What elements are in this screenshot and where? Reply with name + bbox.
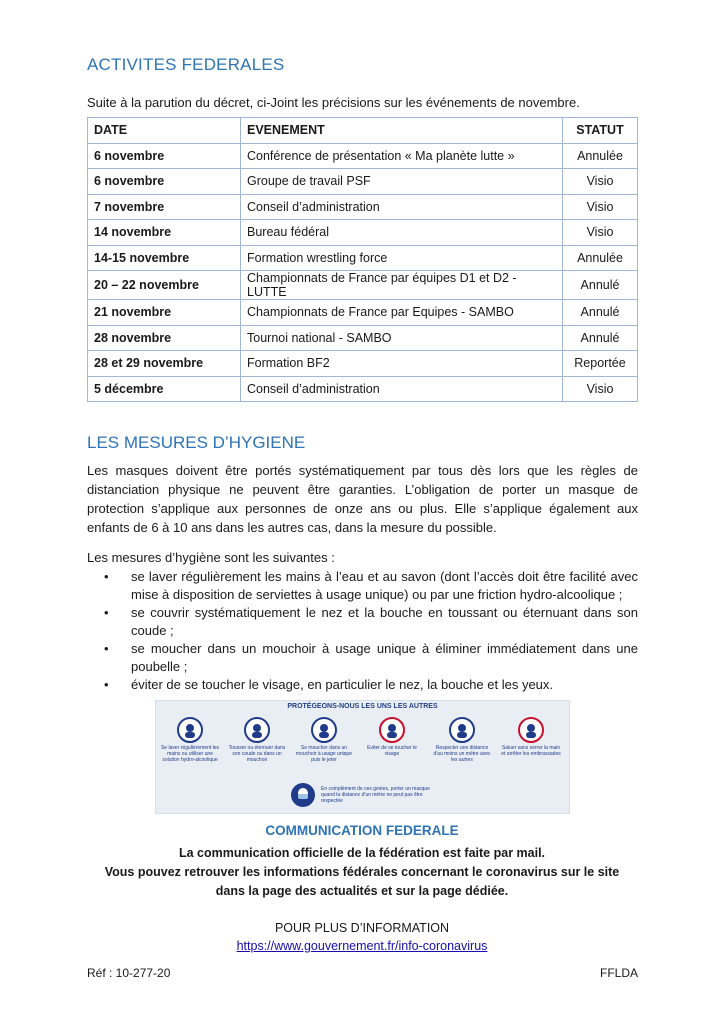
table-row (88, 143, 638, 169)
distance-icon (449, 717, 475, 743)
list-item (87, 568, 638, 604)
table-row (88, 271, 638, 300)
row-event: Conseil d’administration (241, 194, 563, 220)
poster-pictogram (227, 717, 287, 763)
row-status: Reportée (563, 351, 638, 377)
row-status: Visio (563, 376, 638, 402)
row-date: 6 novembre (88, 143, 241, 169)
mask-notice-text: En complément de ces gestes, porter un masque quand la distance d'un mètre ne peut pas être respectée (321, 786, 430, 804)
row-date: 28 et 29 novembre (88, 351, 241, 377)
row-event: Championnats de France par Equipes - SAMBO (241, 300, 563, 326)
more-info-label: POUR PLUS D’INFORMATION (274, 921, 450, 935)
communication-line-2: Vous pouvez retrouver les informations fédérales concernant le coronavirus sur le site (104, 865, 620, 879)
row-date: 6 novembre (88, 169, 241, 195)
list-item (87, 676, 638, 694)
row-event: Bureau fédéral (241, 220, 563, 246)
pictogram-caption: Eviter de se toucher le visage (367, 745, 417, 757)
pictogram-caption: Saluer sans serrer la main et arrêter les embrassades (501, 745, 561, 757)
table-row (88, 194, 638, 220)
gestures-poster (155, 700, 570, 814)
table-row (88, 300, 638, 326)
table-row (88, 220, 638, 246)
footer-organization: FFLDA (599, 966, 638, 980)
table-row (88, 169, 638, 195)
mask-notice (291, 783, 441, 809)
poster-pictogram (432, 717, 492, 763)
pictogram-caption: Respecter une distance d'au moins un mètre avec les autres (433, 745, 491, 763)
table-row (88, 325, 638, 351)
row-date: 28 novembre (88, 325, 241, 351)
header-status: STATUT (563, 118, 638, 144)
hand-wash-icon (177, 717, 203, 743)
cough-elbow-icon (244, 717, 270, 743)
intro-text: Suite à la parution du décret, ci-Joint les précisions sur les événements de novembre. (87, 95, 580, 110)
row-date: 7 novembre (88, 194, 241, 220)
row-status: Visio (563, 169, 638, 195)
communication-line-3: dans la page des actualités et sur la page dédiée. (215, 884, 509, 898)
table-header-row (88, 118, 638, 144)
row-date: 14 novembre (88, 220, 241, 246)
table-row (88, 245, 638, 271)
bullet-icon: • (104, 641, 109, 656)
row-status: Visio (563, 220, 638, 246)
row-status: Annulé (563, 271, 638, 300)
table-row (88, 351, 638, 377)
bullet-icon: • (104, 605, 109, 620)
poster-pictogram (294, 717, 354, 763)
bullet-icon: • (104, 677, 109, 692)
communication-line-1: La communication officielle de la fédération est faite par mail. (178, 846, 546, 860)
row-event: Groupe de travail PSF (241, 169, 563, 195)
poster-pictogram (501, 717, 561, 757)
list-item (87, 640, 638, 676)
info-link[interactable]: https://www.gouvernement.fr/info-coronavirus (236, 939, 488, 953)
row-event: Formation BF2 (241, 351, 563, 377)
row-status: Visio (563, 194, 638, 220)
pictogram-caption: Se laver régulièrement les mains ou utiliser une solution hydro-alcoolique (160, 745, 220, 763)
row-status: Annulée (563, 143, 638, 169)
header-date: DATE (88, 118, 241, 144)
row-status: Annulé (563, 325, 638, 351)
bullet-icon: • (104, 569, 109, 584)
header-event: EVENEMENT (241, 118, 563, 144)
list-item-text: se moucher dans un mouchoir à usage unique à éliminer immédiatement dans une poubelle ; (131, 641, 638, 674)
row-event: Formation wrestling force (241, 245, 563, 271)
row-event: Conseil d’administration (241, 376, 563, 402)
events-table (87, 117, 638, 402)
no-handshake-icon (518, 717, 544, 743)
table-row (88, 376, 638, 402)
pictogram-caption: Tousser ou éternuer dans son coude ou dans un mouchoir (228, 745, 286, 763)
list-item-text: se couvrir systématiquement le nez et la bouche en toussant ou éternuant dans son coude ; (131, 605, 638, 638)
poster-title: PROTÉGEONS-NOUS LES UNS LES AUTRES (287, 703, 438, 710)
tissue-icon (311, 717, 337, 743)
list-item-text: éviter de se toucher le visage, en particulier le nez, la bouche et les yeux. (131, 677, 554, 692)
list-item (87, 604, 638, 640)
section-title-hygiene: LES MESURES D’HYGIENE (87, 433, 306, 452)
row-date: 5 décembre (88, 376, 241, 402)
footer-reference: Réf : 10-277-20 (87, 966, 171, 980)
poster-pictograms (156, 717, 569, 769)
section-title-activites: ACTIVITES FEDERALES (87, 55, 285, 74)
row-date: 21 novembre (88, 300, 241, 326)
hygiene-paragraph: Les masques doivent être portés systématiquement par tous dès lors que les règles de distanciation physique ne peuvent être garanties. L’obligation de porter un masque de protection s’applique aux personnes de onze ans ou plus. Elle s’applique également aux enfants de 6 à 10 ans dans les autres cas, dans la mesure du possible. (87, 463, 638, 535)
communication-title: COMMUNICATION FEDERALE (265, 823, 459, 838)
pictogram-caption: Se moucher dans un mouchoir à usage unique puis le jeter (295, 745, 353, 763)
row-status: Annulé (563, 300, 638, 326)
face-mask-icon (291, 783, 315, 807)
row-event: Championnats de France par équipes D1 et D2 - LUTTE (241, 271, 563, 300)
row-date: 20 – 22 novembre (88, 271, 241, 300)
row-date: 14-15 novembre (88, 245, 241, 271)
hygiene-lead: Les mesures d’hygiène sont les suivantes : (87, 550, 335, 565)
row-event: Conférence de présentation « Ma planète lutte » (241, 143, 563, 169)
poster-pictogram (362, 717, 422, 757)
hygiene-list (87, 568, 638, 694)
row-event: Tournoi national - SAMBO (241, 325, 563, 351)
row-status: Annulée (563, 245, 638, 271)
no-face-touch-icon (379, 717, 405, 743)
list-item-text: se laver régulièrement les mains à l’eau et au savon (dont l’accès doit être facilité avec mise à disposition de serviettes à usage unique) ou par une friction hydro-alcoolique ; (131, 569, 638, 602)
poster-pictogram (160, 717, 220, 763)
